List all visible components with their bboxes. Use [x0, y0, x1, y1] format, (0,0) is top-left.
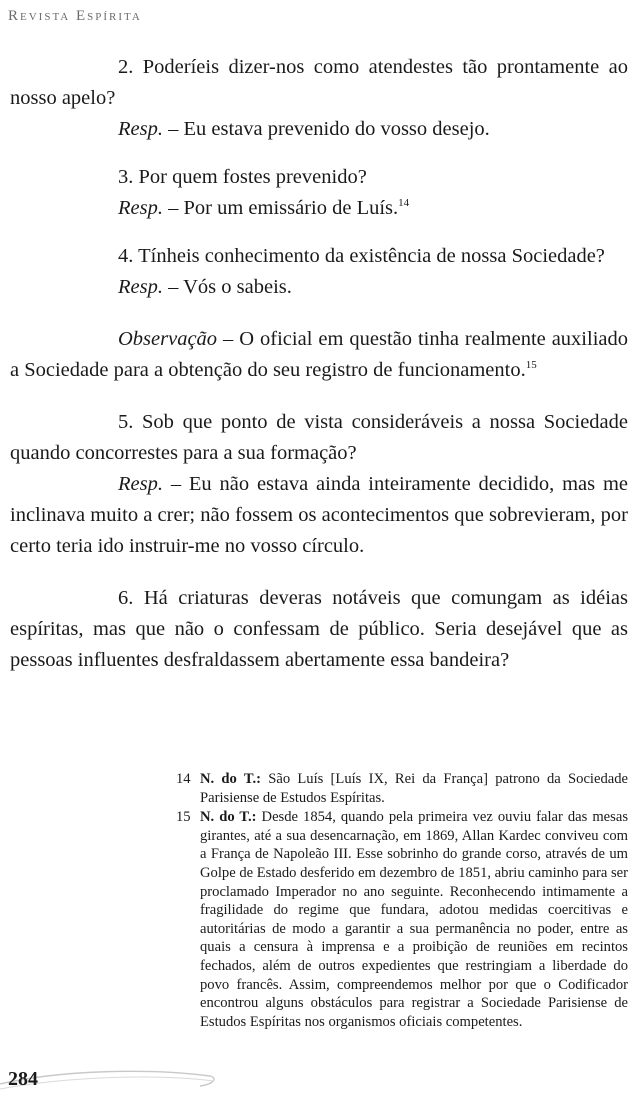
resp-label: Resp. [118, 276, 163, 298]
answer-2 [10, 114, 628, 145]
footnote-label: N. do T.: [200, 771, 261, 787]
resp-label: Resp. [118, 118, 163, 140]
footnote-number: 15 [176, 809, 191, 826]
observation-label: Observação [118, 328, 218, 350]
footnote-body: Desde 1854, quando pela primeira vez ouviu falar das mesas girantes, até a sua desencarnação, em 1869, Allan Kardec conviveu com a França de Napoleão III. Esse sobrinho do grande corso, através de um Golpe de Estado desferido em dezembro de 1851, abriu caminho para ser proclamado Imperador no ano seguinte. Reconhecendo intimamente a fragilidade do regime que fundara, adotou medidas coercitivas e autoritárias de modo a garantir a sua permanência no poder, entre as quais a censura à imprensa e a proibição de reuniões em recintos fechados, além de outros expedientes que restringiam a liberdade do povo francês. Assim, compreendemos melhor por que o Codificador encontrou alguns obstáculos para registrar a Sociedade Parisiense de Estudos Espíritas nos organismos oficiais competentes. [200, 809, 628, 1030]
footnote-text [200, 808, 628, 1031]
resp-label: Resp. [118, 197, 163, 219]
footnote-label: N. do T.: [200, 809, 257, 826]
answer-5 [10, 469, 628, 562]
question-4: 4. Tínheis conhecimento da existência de nossa Sociedade? [118, 245, 605, 267]
answer-text: – Eu estava prevenido do vosso desejo. [162, 118, 490, 140]
running-head: Revista Espírita [8, 8, 142, 24]
resp-label: Resp. [118, 473, 163, 495]
question-6: 6. Há criaturas deveras notáveis que comungam as idéias espíritas, mas que não o confessam de público. Seria desejável que as pessoas influentes desfraldassem abertamente essa bandeira? [10, 587, 628, 671]
footnote-15 [176, 808, 628, 1031]
question-5: 5. Sob que ponto de vista consideráveis a nossa Sociedade quando concorrestes para a sua formação? [10, 411, 628, 464]
question-2: 2. Poderíeis dizer-nos como atendestes tão prontamente ao nosso apelo? [10, 56, 628, 109]
footnote-number: 14 [176, 771, 191, 787]
footnote-body: São Luís [Luís IX, Rei da França] patrono da Sociedade Parisiense de Estudos Espíritas. [200, 771, 628, 806]
footnote-14 [176, 770, 628, 807]
answer-4 [10, 272, 628, 303]
question-3: 3. Por quem fostes prevenido? [118, 166, 367, 188]
observation [10, 324, 628, 386]
footnotes [176, 770, 628, 1032]
observation-text: – O oficial em questão tinha realmente auxiliado a Sociedade para a obtenção do seu registro de funcionamento. [10, 328, 628, 381]
answer-text: – Vós o sabeis. [162, 276, 292, 298]
answer-text: – Por um emissário de Luís. [162, 197, 399, 219]
footnote-ref-15[interactable]: 15 [525, 359, 537, 372]
page-number: 284 [8, 1068, 38, 1090]
footnote-text [200, 770, 628, 807]
main-text [10, 52, 628, 676]
answer-3 [10, 193, 628, 224]
answer-text: – Eu não estava ainda inteiramente decidido, mas me inclinava muito a crer; não fossem os acontecimentos que sobrevieram, por certo teria ido instruir-me no vosso círculo. [10, 473, 628, 557]
footnote-ref-14[interactable]: 14 [398, 197, 410, 210]
